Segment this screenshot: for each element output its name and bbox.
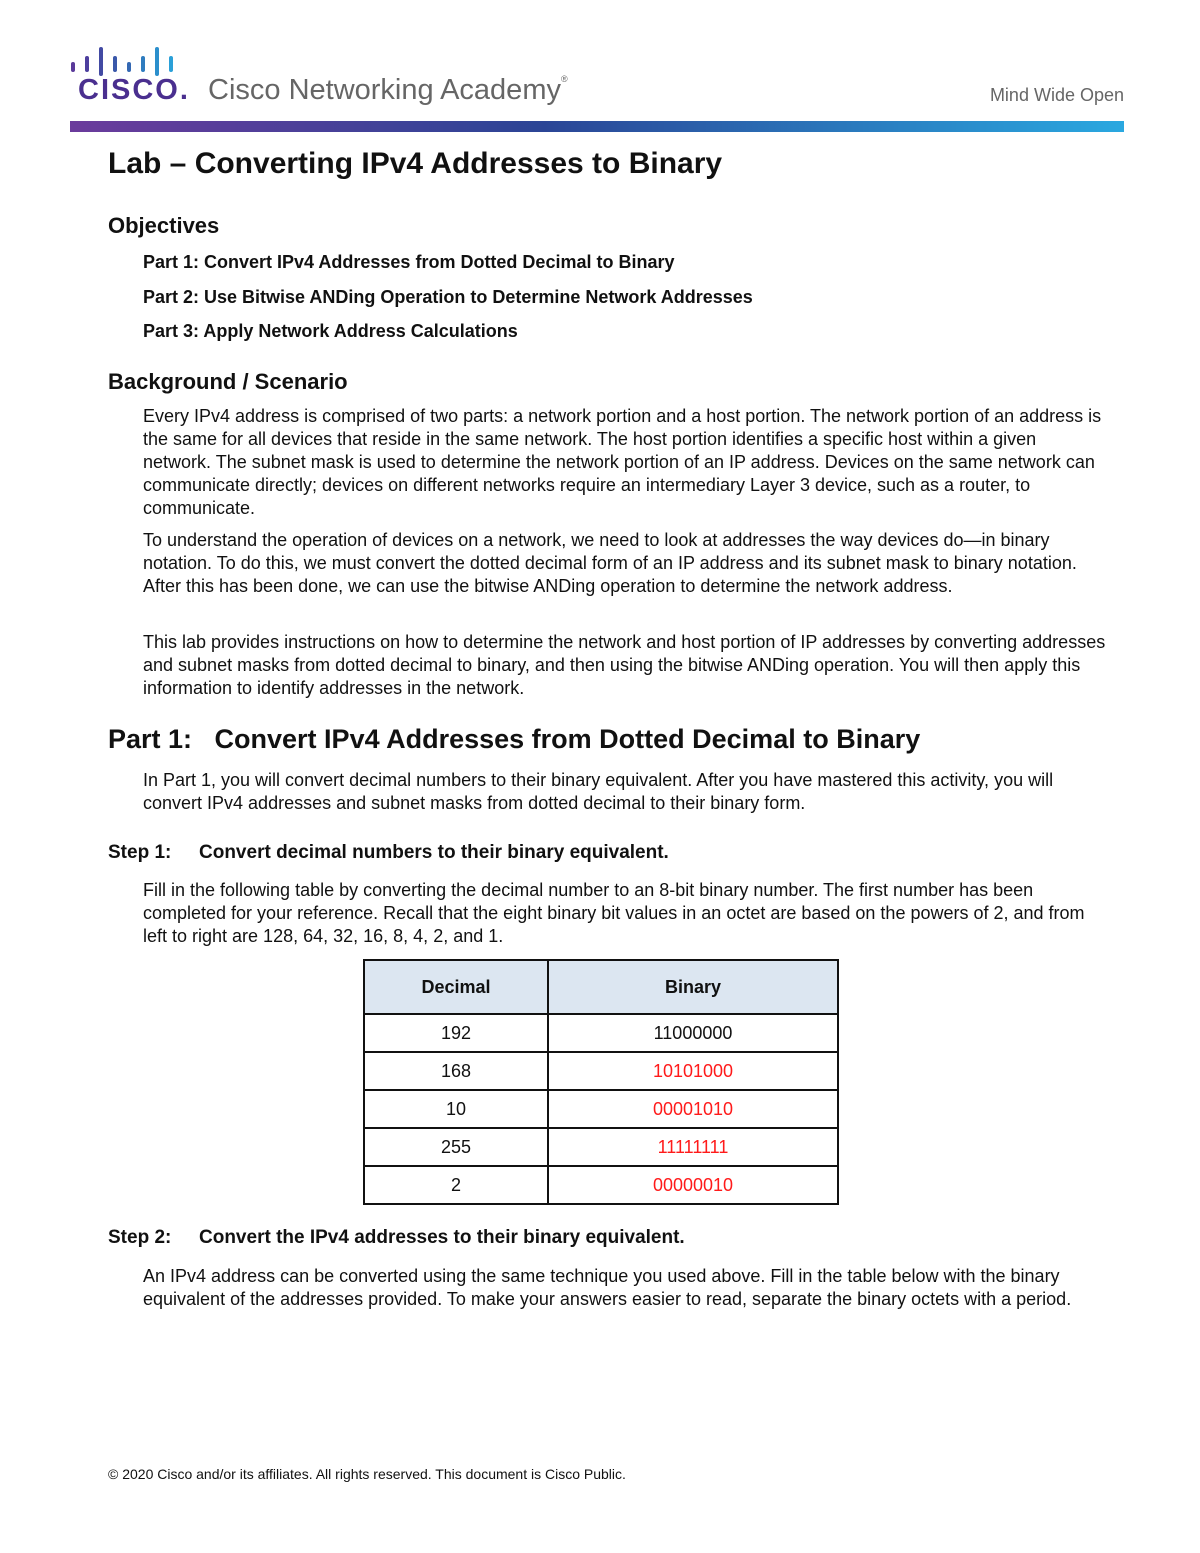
decimal-cell: 192 <box>364 1014 548 1052</box>
tagline: Mind Wide Open <box>989 85 1124 105</box>
step1-heading: Step 1: Convert decimal numbers to their binary equivalent. <box>108 842 669 863</box>
table-row <box>364 1128 838 1166</box>
decimal-cell: 2 <box>364 1166 548 1204</box>
background-heading: Background / Scenario <box>108 369 348 394</box>
background-paragraph: This lab provides instructions on how to determine the network and host portion of IP addresses by converting addresses and subnet masks from dotted decimal to binary, and then using the bitwise ANDing operation. You will then apply this information to identify addresses in the network. <box>143 632 1106 698</box>
column-header: Binary <box>548 960 838 1014</box>
step1-text: Fill in the following table by converting the decimal number to an 8-bit binary number. The first number has been completed for your reference. Recall that the eight binary bit values in an octet are based on the powers of 2, and from left to right are 128, 64, 32, 16, 8, 4, 2, and 1. <box>143 880 1085 946</box>
step2-text: An IPv4 address can be converted using the same technique you used above. Fill in the table below with the binary equivalent of the addresses provided. To make your answers easier to read, separate the binary octets with a period. <box>143 1266 1072 1309</box>
cisco-bars-icon <box>70 46 180 76</box>
objective-item: Part 1: Convert IPv4 Addresses from Dotted Decimal to Binary <box>143 252 675 272</box>
decimal-binary-table <box>363 959 839 1205</box>
decimal-cell: 168 <box>364 1052 548 1090</box>
column-header: Decimal <box>364 960 548 1014</box>
brand-name: Cisco Networking Academy® <box>208 74 568 106</box>
decimal-cell: 10 <box>364 1090 548 1128</box>
objectives-heading: Objectives <box>108 213 220 238</box>
binary-cell: 11000000 <box>548 1014 838 1052</box>
table-row <box>364 1052 838 1090</box>
binary-answer-cell[interactable]: 00000010 <box>548 1166 838 1204</box>
step2-heading: Step 2: Convert the IPv4 addresses to their binary equivalent. <box>108 1227 685 1248</box>
background-paragraph: Every IPv4 address is comprised of two parts: a network portion and a host portion. The network portion of an address is the same for all devices that reside in the same network. The host portion identifies a specific host within a given network. The subnet mask is used to determine the network portion of an IP address. Devices on the same network can communicate directly; devices on different networks require an intermediary Layer 3 device, such as a router, to communicate. <box>143 406 1102 518</box>
background-paragraph: To understand the operation of devices on a network, we need to look at addresses the way devices do—in binary notation. To do this, we must convert the dotted decimal form of an IP address and its subnet mask to binary notation. After this has been done, we can use the bitwise ANDing operation to determine the network address. <box>143 530 1077 596</box>
binary-answer-cell[interactable]: 10101000 <box>548 1052 838 1090</box>
part1-heading: Part 1: Convert IPv4 Addresses from Dotted Decimal to Binary <box>108 724 921 754</box>
objective-item: Part 2: Use Bitwise ANDing Operation to Determine Network Addresses <box>143 287 753 307</box>
part1-intro: In Part 1, you will convert decimal numbers to their binary equivalent. After you have mastered this activity, you will convert IPv4 addresses and subnet masks from dotted decimal to their binary form. <box>143 770 1054 813</box>
footer-copyright: © 2020 Cisco and/or its affiliates. All rights reserved. This document is Cisco Public. <box>108 1466 626 1482</box>
cisco-logo: CISCO. <box>78 74 190 106</box>
decimal-cell: 255 <box>364 1128 548 1166</box>
header-divider <box>70 121 1124 132</box>
page-title: Lab – Converting IPv4 Addresses to Binary <box>108 147 723 180</box>
table-row <box>364 1014 838 1052</box>
objective-item: Part 3: Apply Network Address Calculations <box>143 321 518 341</box>
binary-answer-cell[interactable]: 11111111 <box>548 1128 838 1166</box>
table-row <box>364 1090 838 1128</box>
binary-answer-cell[interactable]: 00001010 <box>548 1090 838 1128</box>
table-row <box>364 1166 838 1204</box>
